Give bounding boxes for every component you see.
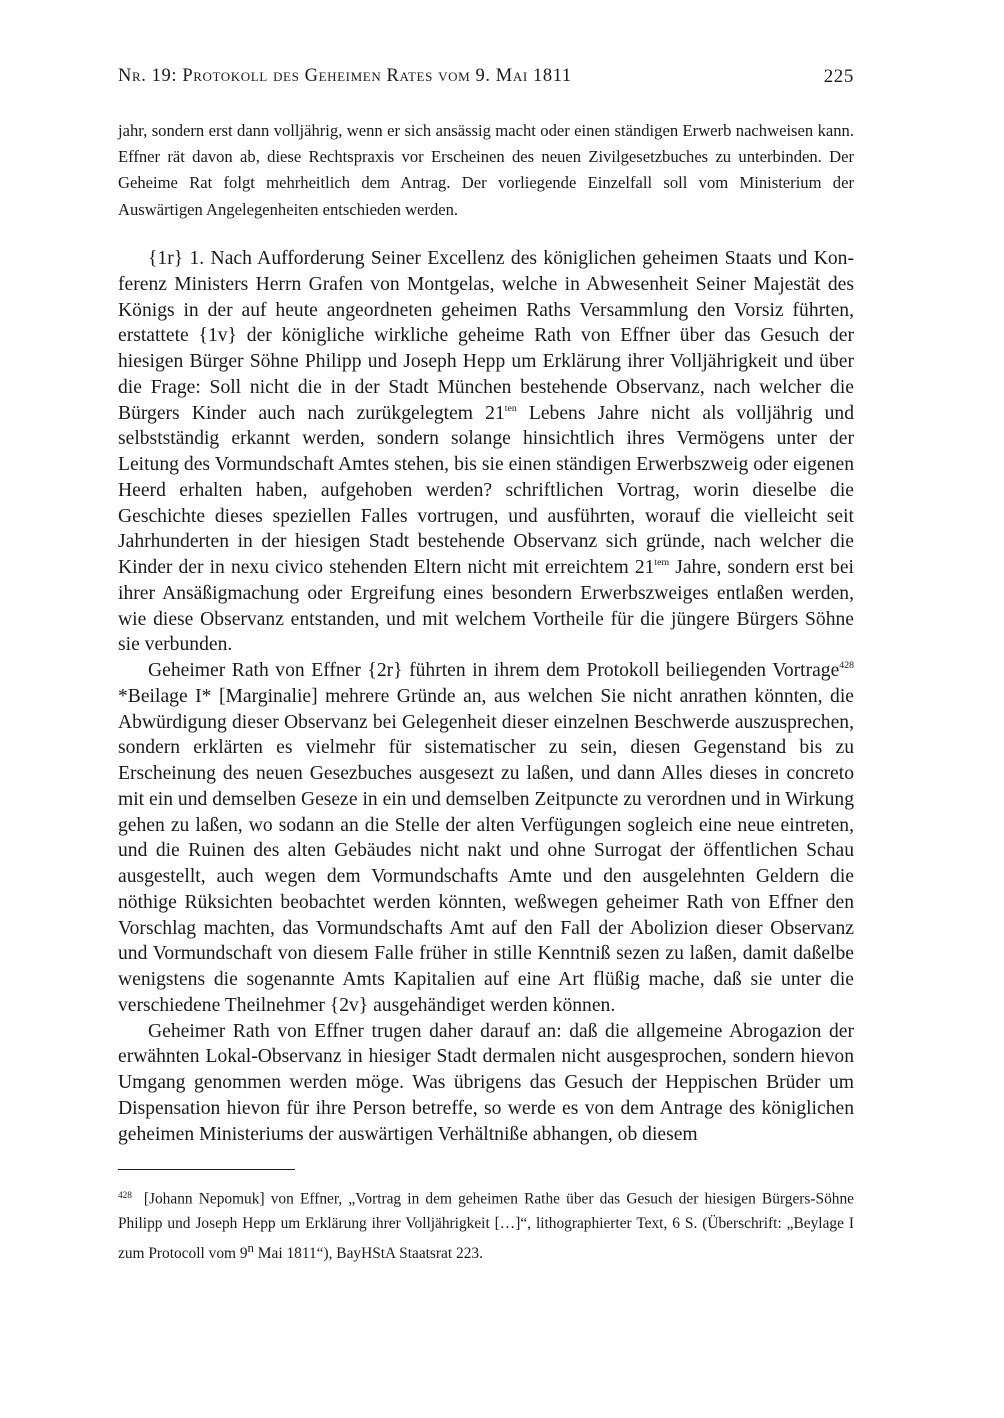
- summary-text: jahr, sondern erst dann volljährig, wenn er sich ansässig macht oder einen ständigen Erwerb nachweisen kann. Effner rät davon ab, diese Rechtspraxis vor Erscheinen des neuen Zivilgesetzbuches zu unterbinden. Der Geheime Rat folgt mehrheitlich dem Antrag. Der vorliegende Einzelfall soll vom Ministerium der Auswärtigen Angelegenheiten entschieden werden.: [118, 121, 854, 219]
- superscript: tem: [654, 557, 670, 569]
- superscript: n: [247, 1240, 254, 1255]
- running-title: Nr. 19: Protokoll des Geheimen Rates vom 9. Mai 1811: [118, 66, 572, 86]
- paragraph-2: Geheimer Rath von Effner {2r} führten in ihrem dem Protokoll beiliegenden Vortrage$^{428}$ *Beilage I* [Marginalie] mehrere Gründe an, aus welchen Sie nicht anrathen könnten, die Abwürdigung dieser Observanz bei Gelegenheit dieser einzelnen Beschwerde auszusprechen, sondern erklärten es vielmehr für sistematischer zu sein, diesen Gegenstand bis zu Erscheinung des neuen Gesezbuches ausgesezt zu laßen, und dann Alles dieses in concreto mit ein und demselben Geseze in ein und demselben Zeitpuncte zu verordnen und in Wirkung gehen zu laßen, wo sodann an die Stelle der alten Verfügungen sogleich eine neue eintreten, und die Ruinen des alten Gebäudes nicht nakt und ohne Surrogat der öffentlichen Schau ausgestellt, auch wegen dem Vormundschafts Amte und den ausgelehnten Geldern die nöthige Rüksichten beobachtet werden könnten, weßwegen geheimer Rath von Effner den Vorschlag machten, das Vormundschafts Amt auf den Fall der Abolizion dieser Observanz und Vormundschaft von diesem Falle früher in stille Kenntniß sezen zu laßen, damit daßelbe wenigstens die sogenannte Amts Kapitalien auf eine Art flüßig mache, daß sie unter die verschiedene Theilnehmer {2v} ausgehändiget werden können.: [118, 660, 854, 1016]
- footnote-number: 428: [118, 1190, 132, 1200]
- footnotes: [118, 1183, 854, 1266]
- protocol-text: [118, 246, 854, 1147]
- paragraph-1: {1r} 1. Nach Aufforderung Seiner Excellenz des königlichen geheimen Staats und Konferenz Ministers Herrn Grafen von Montgelas, welche in Abwesenheit Seiner Majestät des Königs in der auf heute angeordneten geheimen Raths Versammlung den Vorsiz führten, erstattete {1v} der königliche wirkliche geheime Rath von Effner über das Gesuch der hiesigen Bürger Söhne Philipp und Joseph Hepp um Erklärung ihrer Volljährigkeit und über die Frage: Soll nicht die in der Stadt München bestehende Observanz, nach welcher die Bürgers Kinder auch nach zurükgelegtem $21^{ten}$ Lebens Jahre nicht als volljährig und selbstständig erkannt werden, sondern solange hinsichtlich ihres Vermögens unter der Leitung des Vormundschaft Amtes stehen, bis sie einen ständigen Erwerbszweig oder eigenen Heerd erhalten haben, aufgehoben werden? schriftlichen Vortrag, worin dieselbe die Geschichte dieses speziellen Falles vortrugen, und ausführten, worauf die vielleicht seit Jahrhunderten in der hiesigen Stadt bestehende Observanz sich gründe, nach welcher die Kinder der in nexu civico stehenden Eltern nicht mit erreichtem $21^{tem}$ Jahre, sondern erst bei ihrer Ansäßigmachung oder Ergreifung eines besondern Erwerbszweiges entlaßen werden, wie diese Observanz entstanden, und mit welchem Vortheile für die jüngere Bürgers Söhne sie verbunden.: [118, 248, 854, 656]
- document-summary: [118, 118, 854, 223]
- paragraph-3: Geheimer Rath von Effner trugen daher darauf an: daß die allgemeine Abrogazion der erwähnten Lokal-Observanz in hiesiger Stadt dermalen nicht ausgesprochen, sondern hievon Umgang genommen werden möge. Was übrigens das Gesuch der Heppischen Brüder um Dispensation hievon für ihre Person betreffe, so werde es von dem Antrage des königlichen geheimen Ministeriums der auswärtigen Verhältniße abhangen, ob diesem: [118, 1020, 854, 1145]
- page-number: 225: [823, 66, 854, 87]
- footnote-428: $^{428}$ [Johann Nepomuk] von Effner, „Vortrag in dem geheimen Rathe über das Gesuch der hiesigen Bürgers-Söhne Philipp und Joseph Hepp um Erklärung ihrer Volljährigkeit […]“, lithographierter Text, 6 S. (Überschrift: „Beylage I zum Protocoll vom 9$^n$ Mai 1811“), BayHStA Staatsrat 223.: [118, 1190, 854, 1262]
- running-header: [118, 66, 854, 96]
- superscript: ten: [504, 402, 517, 414]
- footnote-reference[interactable]: 428: [839, 660, 854, 672]
- footnote-divider: [118, 1169, 295, 1170]
